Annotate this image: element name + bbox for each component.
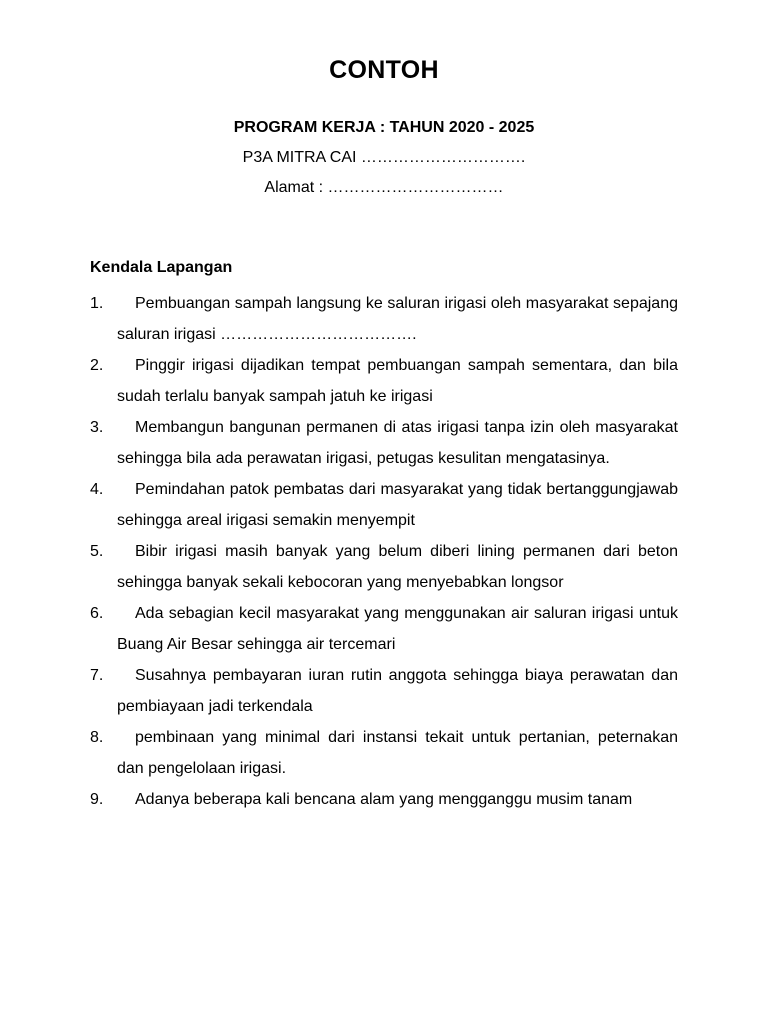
list-item <box>90 351 678 412</box>
list-item-text: Pembuangan sampah langsung ke saluran irigasi oleh masyarakat sepajang saluran irigasi ………………………………. <box>117 295 678 343</box>
list-item-text: Susahnya pembayaran iuran rutin anggota sehingga biaya perawatan dan pembiayaan jadi terkendala <box>117 667 678 715</box>
list-item-text: pembinaan yang minimal dari instansi tekait untuk pertanian, peternakan dan pengelolaan irigasi. <box>117 729 678 777</box>
list-item-number: 7. <box>90 667 104 684</box>
section-heading: Kendala Lapangan <box>90 259 233 276</box>
list-item-text: Pinggir irigasi dijadikan tempat pembuangan sampah sementara, dan bila sudah terlalu banyak sampah jatuh ke irigasi <box>117 357 678 405</box>
program-subtitle: PROGRAM KERJA : TAHUN 2020 - 2025 <box>233 119 535 136</box>
organization-line: P3A MITRA CAI …………………………. <box>242 149 526 166</box>
list-item <box>90 413 678 474</box>
list-item <box>90 537 678 598</box>
list-item <box>90 785 678 816</box>
document-title: CONTOH <box>329 56 439 84</box>
list-item <box>90 475 678 536</box>
list-item <box>90 599 678 660</box>
list-item-number: 5. <box>90 543 104 560</box>
list-item-text: Membangun bangunan permanen di atas irigasi tanpa izin oleh masyarakat sehingga bila ada perawatan irigasi, petugas kesulitan mengatasinya. <box>117 419 678 467</box>
list-item-number: 8. <box>90 729 104 746</box>
list-item-text: Ada sebagian kecil masyarakat yang menggunakan air saluran irigasi untuk Buang Air Besar sehingga air tercemari <box>117 605 678 653</box>
list-item-number: 9. <box>90 791 104 808</box>
list-item-text: Adanya beberapa kali bencana alam yang mengganggu musim tanam <box>135 791 633 808</box>
list-item-number: 3. <box>90 419 104 436</box>
list-item-text: Bibir irigasi masih banyak yang belum diberi lining permanen dari beton sehingga banyak sekali kebocoran yang menyebabkan longsor <box>117 543 678 591</box>
list-item <box>90 289 678 350</box>
list-item-number: 1. <box>90 295 104 312</box>
list-item-number: 4. <box>90 481 104 498</box>
list-item <box>90 723 678 784</box>
list-item-number: 6. <box>90 605 104 622</box>
address-line: Alamat : …………………………… <box>264 179 504 196</box>
list-item-number: 2. <box>90 357 104 374</box>
list-item <box>90 661 678 722</box>
list-item-text: Pemindahan patok pembatas dari masyarakat yang tidak bertanggungjawab sehingga areal irigasi semakin menyempit <box>117 481 678 529</box>
constraints-list <box>90 289 678 817</box>
